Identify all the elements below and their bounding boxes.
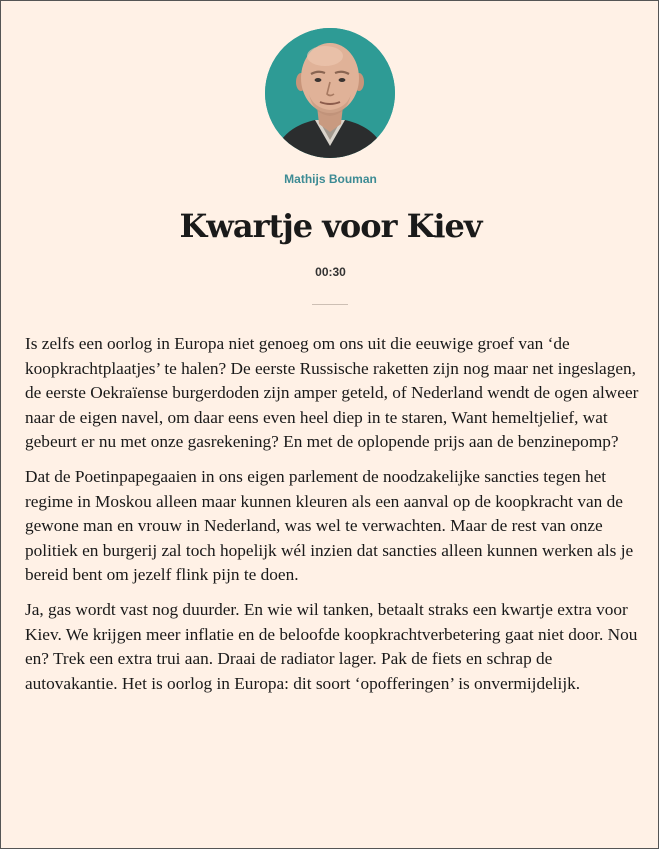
divider: [312, 304, 348, 305]
paragraph-3: Ja, gas wordt vast nog duurder. En wie wil tanken, betaalt straks een kwartje extra voor Kiev. We krijgen meer inflatie en de beloofde koopkrachtverbetering gaat niet door. Nou en? Trek een extra trui aan. Draai de radiator lager. Pak de fiets en schrap de autovakantie. Het is oorlog in Europa: dit soort ‘opofferingen’ is onvermijdelijk.: [25, 599, 638, 693]
article-title: Kwartje voor Kiev: [179, 207, 482, 245]
paragraph-1: Is zelfs een oorlog in Europa niet genoeg om ons uit die eeuwige groef van ‘de koopkrachtplaatjes’ te halen? De eerste Russische raketten zijn nog maar net ingeslagen, de eerste Oekraïense burgerdoden zijn amper geteld, of Nederland wendt de ogen alweer naar de eigen navel, om daar eens even heel diep in te staren, Want hemeltjelief, wat gebeurt er nu met onze gasrekening? En met de oplopende prijs aan de benzinepomp?: [25, 334, 639, 452]
paragraph-2: Dat de Poetinpapegaaien in ons eigen parlement de noodzakelijke sancties tegen het regime in Moskou alleen maar kunnen kleuren als een aanval op de koopkracht van de gewone man en vrouw in Nederland, was wel te verwachten. Maar de rest van onze politiek en burgerij zal toch hopelijk wél inzien dat sancties alleen kunnen werken als je bereid bent om jezelf flink pijn te doen.: [25, 466, 634, 585]
article-body: [25, 332, 645, 706]
author-name[interactable]: Mathijs Bouman: [284, 172, 377, 186]
author-avatar[interactable]: [265, 28, 395, 158]
audio-duration: 00:30: [315, 265, 346, 279]
author-portrait-icon: [265, 28, 395, 158]
